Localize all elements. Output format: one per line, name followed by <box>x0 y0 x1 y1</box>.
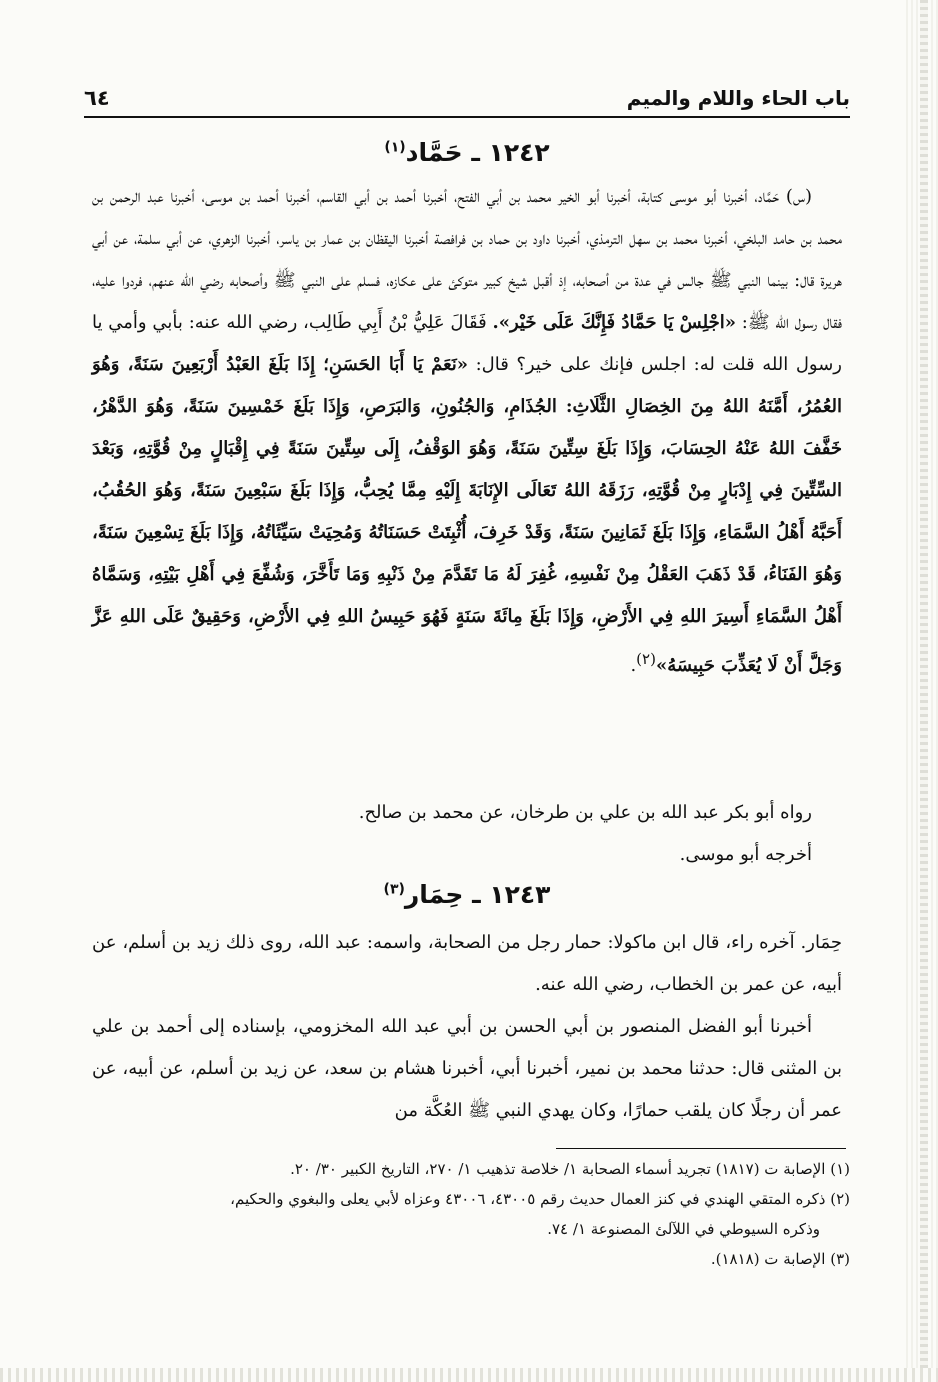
page-number: ٦٤ <box>84 86 110 110</box>
narration-line <box>92 792 842 834</box>
running-title: باب الحاء واللام والميم <box>626 86 850 110</box>
entry-1242-paragraph <box>92 176 842 687</box>
scan-edge-bottom <box>0 1368 938 1382</box>
footnote-2: (٢) ذكره المتقي الهندي في كنز العمال حديث رقم ٤٣٠٠٥، ٤٣٠٠٦ وعزاه لأبي يعلى والبغوي والحكيم، <box>230 1190 850 1208</box>
scan-edge-strip <box>920 0 928 1382</box>
narration-text: رواه أبو بكر عبد الله بن علي بن طرخان، عن محمد بن صالح. <box>358 802 812 823</box>
hadith-quote-2: «نَعَمْ يَا أَبَا الحَسَنِ؛ إِذَا بَلَغَ العَبْدُ أَرْبَعِينَ سَنَةً، وَهُوَ العُمُرُ، أَمَّنَهُ اللهُ مِنَ الخِصَالِ الثَّلَاثِ: الجُذَامِ، وَالجُنُونِ، وَالبَرَصِ، وَإِذَا بَلَغَ خَمْسِينَ سَنَةً، وَهُوَ الدَّهْرُ، خَفَّفَ اللهُ عَنْهُ الحِسَابَ، وَإِذَا بَلَغَ سِتِّينَ سَنَةً، وَهُوَ الوَقْفُ، إِلَى سِتِّينَ سَنَةً فِي إِقْبَالٍ مِنْ قُوَّتِهِ، وَبَعْدَ السِّتِّينَ فِي إِدْبَارٍ مِنْ قُوَّتِهِ، رَزَقَهُ اللهُ تَعَالَى الإِنَابَةَ إِلَيْهِ مِمَّا يُحِبُّ، وَإِذَا بَلَغَ سَبْعِينَ سَنَةً، وَهُوَ الحُقُبُ، أَحَبَّهُ أَهْلُ السَّمَاءِ، وَإِذَا بَلَغَ ثَمَانِينَ سَنَةً، وَقَدْ خَرِفَ، أُثْبِتَتْ حَسَنَاتُهُ وَمُحِيَتْ سَيِّئَاتُهُ، وَإِذَا بَلَغَ تِسْعِينَ سَنَةً، وَهُوَ الفَنَاءُ، قَدْ ذَهَبَ العَقْلُ مِنْ نَفْسِهِ، غُفِرَ لَهُ مَا تَقَدَّمَ مِنْ ذَنْبِهِ وَمَا تَأَخَّرَ، وَشُفِّعَ فِي أَهْلِ بَيْتِهِ، وَسَمَّاهُ أَهْلُ السَّمَاءِ أَسِيرَ اللهِ فِي الأَرْضِ، وَإِذَا بَلَغَ مِائَةَ سَنَةٍ فَهُوَ حَبِيسُ اللهِ فِي الأَرْضِ، وَحَقِيقٌ عَلَى اللهِ عَزَّ وَجَلَّ أَنْ لَا يُعَذِّبَ حَبِيسَهُ» <box>92 354 842 676</box>
footnote-ref-3: (٣) <box>383 881 405 898</box>
scan-edge-right <box>906 0 938 1382</box>
hadith-quote-1: «اجْلِسْ يَا حَمَّادُ فَإِنَّكَ عَلَى خَيْر». <box>492 312 736 333</box>
footnote-ref-1: (١) <box>384 139 406 156</box>
entry-1243-paragraph-1 <box>92 922 842 1006</box>
entry-heading-1243 <box>84 880 850 909</box>
footnote-2-continuation: وذكره السيوطي في اللآلئ المصنوعة ١/ ٧٤. <box>547 1220 820 1238</box>
entry-title: ١٢٤٣ ـ حِمَار <box>404 880 551 909</box>
footnote-ref-2: (٢) <box>636 650 656 668</box>
footnote-1: (١) الإصابة ت (١٨١٧) تجريد أسماء الصحابة ١/ خلاصة تذهيب ١/ ٢٧٠، التاريخ الكبير ٣٠/ ٢٠. <box>290 1160 850 1178</box>
paragraph-end: . <box>630 655 637 676</box>
entry-1243-paragraph-2 <box>92 1006 842 1132</box>
isnad-text: (س) حَمَّاد، أخبرنا أبو موسى كتابة، أخبرنا أبو الخير محمد بن أبي الفتح، أخبرنا أحمد بن أبي القاسم، أخبرنا أحمد بن موسى، أخبرنا عبد الرحمن بن محمد بن حامد البلخي، أخبرنا محمد بن سهل الترمذي، أخبرنا داود بن حماد بن فرافصة أخبرنا اليقظان بن عمار بن ياسر، أخبرنا الزهري، عن أبي سلمة، عن أبي هريرة قال: بينما النبي ﷺ جالس في عدة من أصحابه، إذ أقبل شيخ كبير متوكئ على عكازه، فسلم على النبي ﷺ وأصحابه رضي الله عنهم، فردوا عليه، فقال رسول الله ﷺ: <box>92 186 843 333</box>
footnote-3: (٣) الإصابة ت (١٨١٨). <box>710 1250 850 1268</box>
entry-heading-1242 <box>84 138 850 167</box>
entry-title: ١٢٤٢ ـ حَمَّاد <box>405 138 550 167</box>
footnote-separator <box>556 1148 846 1149</box>
page-header <box>84 86 850 118</box>
takhrij-text: أخرجه أبو موسى. <box>679 844 812 865</box>
isnad-text: أخبرنا أبو الفضل المنصور بن أبي الحسن بن أبي عبد الله المخزومي، بإسناده إلى أحمد بن علي بن المثنى قال: حدثنا محمد بن نمير، أخبرنا أبي، أخبرنا هشام بن سعد، عن زيد بن أسلم، عن أبيه، عن عمر أن رجلًا كان يلقب حمارًا، وكان يهدي النبي ﷺ العُكَّة من <box>92 1016 842 1121</box>
footnotes <box>92 1154 850 1274</box>
entry-description: حِمَار. آخره راء، قال ابن ماكولا: حمار رجل من الصحابة، واسمه: عبد الله، روى ذلك زيد بن أسلم، عن أبيه، عن عمر بن الخطاب، رضي الله عنه. <box>92 932 842 995</box>
dialogue-text: فَقَالَ عَلِيُّ بْنُ أَبِي طَالِب، رضي الله عنه: بأبي وأمي يا رسول الله قلت له: اجلس فإنك على خير؟ قال: <box>92 312 842 375</box>
takhrij-line <box>92 834 842 876</box>
